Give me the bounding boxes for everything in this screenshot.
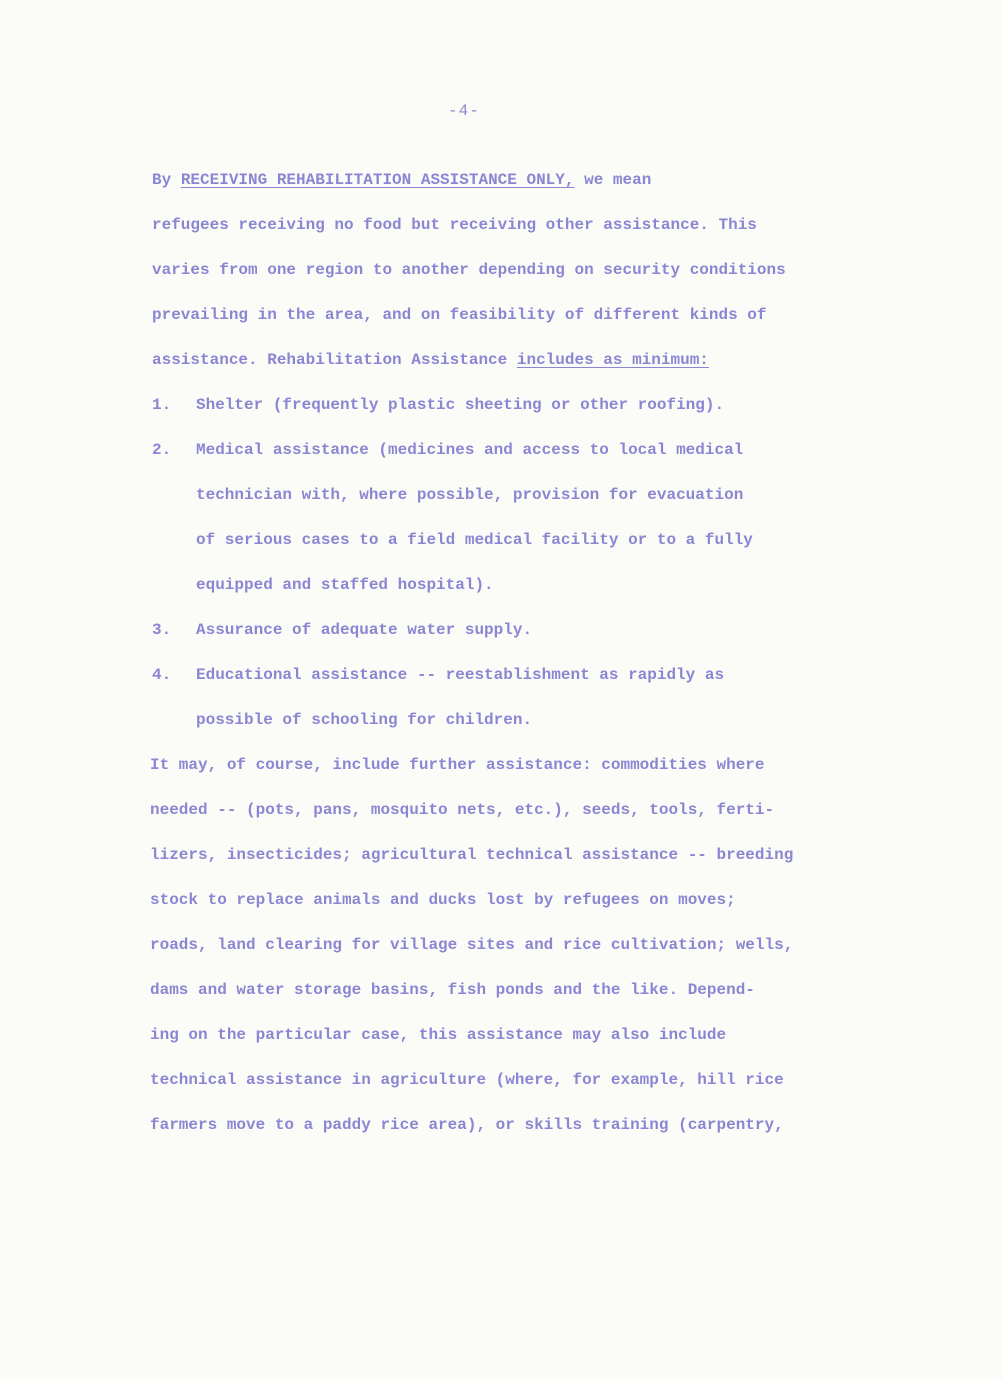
item-4-line-2: possible of schooling for children.	[196, 711, 533, 729]
intro-line-5-text: assistance. Rehabilitation Assistance	[152, 351, 517, 369]
further-line-4: stock to replace animals and ducks lost by refugees on moves;	[150, 891, 736, 909]
further-line-8: technical assistance in agriculture (where, for example, hill rice	[150, 1071, 784, 1089]
item-2-line-1: Medical assistance (medicines and access to local medical	[196, 441, 744, 459]
item-3-line-1: Assurance of adequate water supply.	[196, 621, 533, 639]
further-line-2: needed -- (pots, pans, mosquito nets, etc.), seeds, tools, ferti-	[150, 801, 775, 819]
item-2-line-3: of serious cases to a field medical facility or to a fully	[196, 531, 753, 549]
item-2-line-4: equipped and staffed hospital).	[196, 576, 494, 594]
further-line-5: roads, land clearing for village sites and rice cultivation; wells,	[150, 936, 794, 954]
intro-line-3: varies from one region to another depending on security conditions	[152, 261, 786, 279]
intro-line-1-rest: we mean	[574, 171, 652, 189]
intro-lead: By	[152, 171, 181, 189]
page-number: -4-	[448, 102, 480, 120]
item-4-number: 4.	[152, 666, 172, 684]
further-line-9: farmers move to a paddy rice area), or skills training (carpentry,	[150, 1116, 784, 1134]
intro-line-5	[152, 348, 709, 372]
item-4-line-1: Educational assistance -- reestablishment as rapidly as	[196, 666, 725, 684]
further-line-6: dams and water storage basins, fish ponds and the like. Depend-	[150, 981, 755, 999]
minimum-phrase: includes as minimum:	[516, 351, 709, 369]
item-1-number: 1.	[152, 396, 172, 414]
further-line-1: It may, of course, include further assistance: commodities where	[150, 756, 765, 774]
receiving-rehabilitation-term: RECEIVING REHABILITATION ASSISTANCE ONLY,	[180, 171, 575, 189]
further-line-3: lizers, insecticides; agricultural technical assistance -- breeding	[150, 846, 794, 864]
item-1-line-1: Shelter (frequently plastic sheeting or other roofing).	[196, 396, 725, 414]
item-2-line-2: technician with, where possible, provision for evacuation	[196, 486, 744, 504]
intro-line-2: refugees receiving no food but receiving other assistance. This	[152, 216, 757, 234]
item-3-number: 3.	[152, 621, 172, 639]
further-line-7: ing on the particular case, this assistance may also include	[150, 1026, 727, 1044]
intro-line-1	[152, 168, 651, 192]
item-2-number: 2.	[152, 441, 172, 459]
intro-line-4: prevailing in the area, and on feasibility of different kinds of	[152, 306, 767, 324]
